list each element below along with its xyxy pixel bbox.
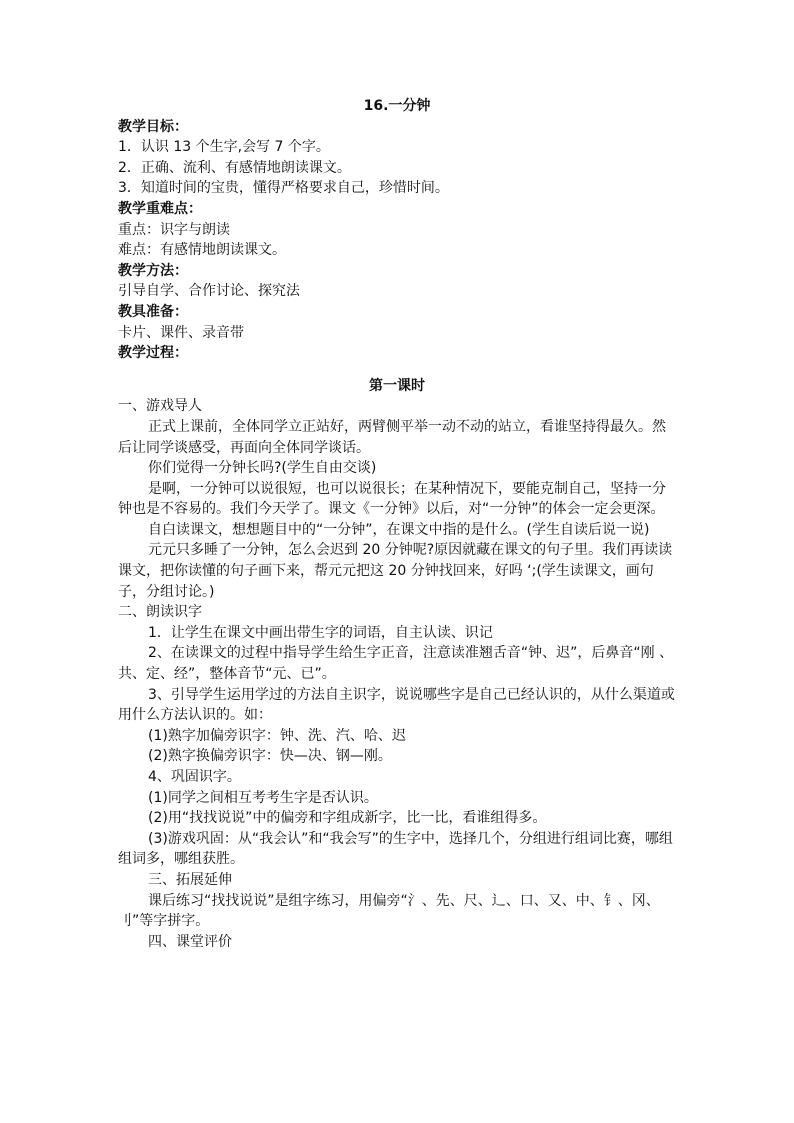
key-points-heading: 教学重难点： bbox=[118, 200, 202, 217]
paragraph: 课后练习“找找说说”是组字练习，用偏旁“氵、先、尺、辶、口、又、中、钅、冈、 刂”等字拼字。 bbox=[118, 892, 665, 930]
goal-item: 1．认识 13 个生字,会写 7 个字。 bbox=[118, 139, 330, 156]
key-point-item: 难点：有感情地朗读课文。 bbox=[118, 242, 286, 259]
paragraph: 你们觉得一分钟长吗?(学生自由交谈) bbox=[148, 460, 377, 477]
section-heading: 二、朗读识字 bbox=[118, 604, 202, 621]
methods-heading: 教学方法： bbox=[118, 262, 188, 279]
paragraph: 元元只多睡了一分钟，怎么会迟到 20 分钟呢?原因就藏在课文的句子里。我们再读读课文，把你读懂的句子画下来，帮元元把这 20 分钟找回来，好吗 ‘;(学生读课文，画句子，分组讨论。) bbox=[118, 542, 673, 600]
paragraph: 正式上课前，全体同学立正站好，两臂侧平举一动不动的站立，看谁坚持得最久。然后让同学谈感受，再面向全体同学谈话。 bbox=[118, 418, 666, 456]
paragraph: (2)熟字换偏旁识字：快—决、钢—刚。 bbox=[148, 748, 392, 765]
paragraph: (3)游戏巩固：从“我会认”和“我会写”的生字中，选择几个，分组进行组词比赛，哪组组词多，哪组获胜。 bbox=[118, 830, 673, 868]
materials-text: 卡片、课件、录音带 bbox=[118, 324, 244, 341]
paragraph: (1)同学之间相互考考生字是否认识。 bbox=[148, 789, 378, 806]
goal-item: 3．知道时间的宝贵，懂得严格要求自己，珍惜时间。 bbox=[118, 180, 449, 197]
paragraph: 3、引导学生运用学过的方法自主识字，说说哪些字是自己已经认识的，从什么渠道或用什么方法认识的。如： bbox=[118, 686, 675, 724]
materials-heading: 教具准备： bbox=[118, 303, 188, 320]
section-heading: 三、拓展延伸 bbox=[148, 871, 232, 888]
lesson-title: 第一课时 bbox=[369, 377, 425, 394]
document-title: 16.一分钟 bbox=[363, 98, 431, 114]
paragraph: 是啊，一分钟可以说很短，也可以说很长；在某种情况下，要能克制自己，坚持一分钟也是不容易的。我们今天学了。课文《一分钟》以后，对“一分钟”的体会一定会更深。 bbox=[118, 480, 666, 518]
paragraph: (2)用“找找说说”中的偏旁和字组成新字，比一比，看谁组得多。 bbox=[148, 810, 547, 827]
methods-text: 引导自学、合作讨论、探究法 bbox=[118, 283, 300, 300]
section-heading: 一、游戏导人 bbox=[118, 398, 202, 415]
goals-heading: 教学目标： bbox=[118, 118, 188, 135]
key-point-item: 重点：识字与朗读 bbox=[118, 221, 230, 238]
paragraph: (1)熟字加偏旁识字：钟、洗、汽、哈、迟 bbox=[148, 727, 406, 744]
paragraph: 自白读课文，想想题目中的“一分钟”，在课文中指的是什么。(学生自读后说一说) bbox=[148, 521, 650, 538]
process-heading: 教学过程： bbox=[118, 345, 188, 362]
paragraph: 1．让学生在课文中画出带生字的词语，自主认读、识记 bbox=[148, 624, 493, 641]
paragraph: 4、巩固识字。 bbox=[148, 769, 241, 785]
paragraph: 2、在读课文的过程中指导学生给生字正音，注意读准翘舌音“钟、迟”，后鼻音“刚 、共、定、经”，整体音节“元、已”。 bbox=[118, 645, 674, 683]
section-heading: 四、课堂评价 bbox=[148, 933, 232, 950]
goal-item: 2．正确、流利、有感情地朗读课文。 bbox=[118, 159, 351, 176]
